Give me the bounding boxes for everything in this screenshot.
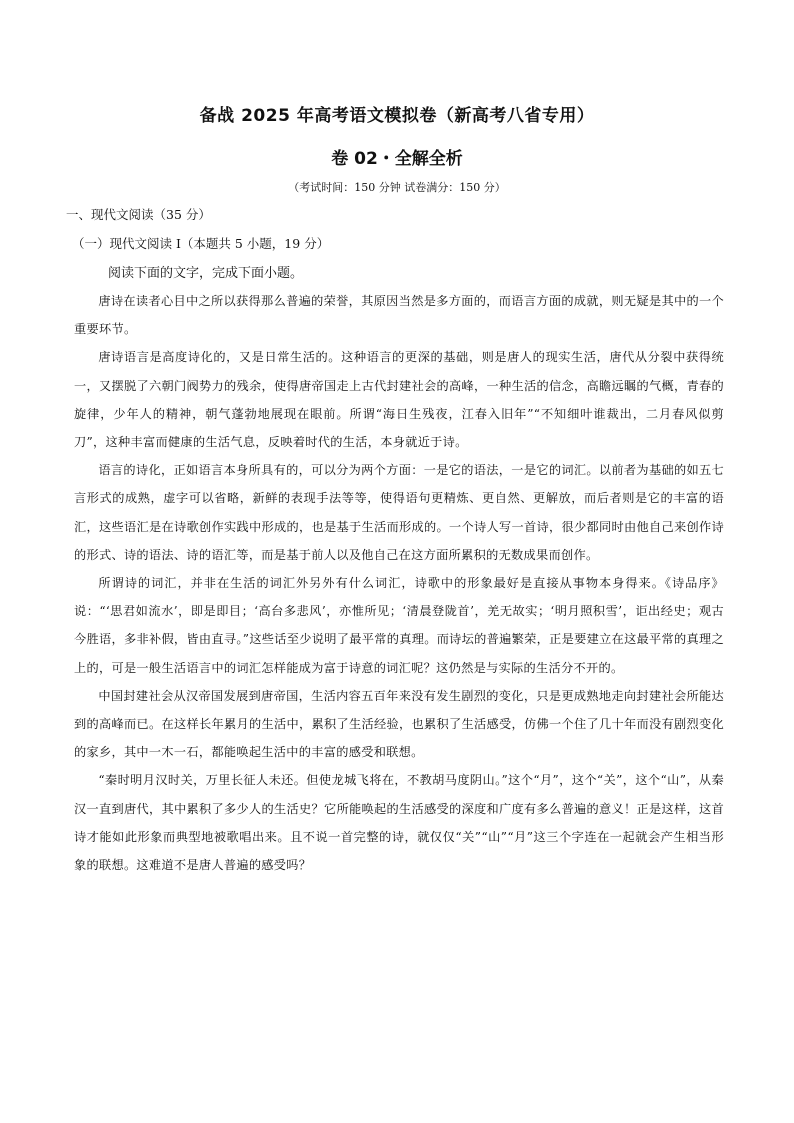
subsection-heading: （一）现代文阅读 I（本题共 5 小题，19 分） bbox=[72, 236, 330, 251]
passage-paragraph-5: 中国封建社会从汉帝国发展到唐帝国，生活内容五百年来没有发生剧烈的变化，只是更成熟地走向封建社会所能达到的高峰而已。在这样长年累月的生活中，累积了生活经验，也累积了生活感受，仿佛一个住了几十年而没有剧烈变化的家乡，其中一木一石，都能唤起生活中的丰富的感受和联想。 bbox=[74, 688, 724, 760]
document-subtitle: 卷 02・全解全析 bbox=[331, 149, 463, 169]
exam-info: （考试时间：150 分钟 试卷满分：150 分） bbox=[288, 181, 506, 194]
passage-paragraph-1: 唐诗在读者心目中之所以获得那么普遍的荣誉，其原因当然是多方面的，而语言方面的成就，则无疑是其中的一个重要环节。 bbox=[74, 294, 724, 337]
passage-paragraph-6: “秦时明月汉时关，万里长征人未还。但使龙城飞将在，不教胡马度阴山。”这个“月”，这个“关”，这个“山”，从秦汉一直到唐代，其中累积了多少人的生活史？它所能唤起的生活感受的深度和广度有多么普遍的意义！正是这样，这首诗才能如此形象而典型地被歌唱出来。且不说一首完整的诗，就仅仅“关”“山”“月”这三个字连在一起就会产生相当形象的联想。这难道不是唐人普遍的感受吗？ bbox=[74, 773, 724, 873]
passage-paragraph-4: 所谓诗的词汇，并非在生活的词汇外另外有什么词汇，诗歌中的形象最好是直接从事物本身得来。《诗品序》说：“‘思君如流水’，即是即目；‘高台多悲风’，亦惟所见；‘清晨登陇首’，羌无故实；‘明月照积雪’，讵出经史；观古今胜语，多非补假，皆由直寻。”这些话至少说明了最平常的真理。而诗坛的普遍繁荣，正是要建立在这最平常的真理之上的，可是一般生活语言中的词汇怎样能成为富于诗意的词汇呢？这仍然是与实际的生活分不开的。 bbox=[74, 576, 724, 675]
reading-passage bbox=[74, 287, 724, 879]
document-title: 备战 2025 年高考语文模拟卷（新高考八省专用） bbox=[199, 106, 595, 126]
section-heading: 一、现代文阅读（35 分） bbox=[66, 207, 211, 222]
passage-paragraph-3: 语言的诗化，正如语言本身所具有的，可以分为两个方面：一是它的语法，一是它的词汇。以前者为基础的如五七言形式的成熟，虚字可以省略，新鲜的表现手法等等，使得语句更精炼、更自然、更解放，而后者则是它的丰富的语汇，这些语汇是在诗歌创作实践中形成的，也是基于生活而形成的。一个诗人写一首诗，很少都同时由他自己来创作诗的形式、诗的语法、诗的语汇等，而是基于前人以及他自己在这方面所累积的无数成果而创作。 bbox=[74, 463, 724, 562]
reading-instruction: 阅读下面的文字，完成下面小题。 bbox=[108, 266, 304, 281]
passage-paragraph-2: 唐诗语言是高度诗化的，又是日常生活的。这种语言的更深的基础，则是唐人的现实生活，唐代从分裂中获得统一，又摆脱了六朝门阀势力的残余，使得唐帝国走上古代封建社会的高峰，一种生活的信念，高瞻远瞩的气概，青春的旋律，少年人的精神，朝气蓬勃地展现在眼前。所谓“海日生残夜，江春入旧年”“不知细叶谁裁出，二月春风似剪刀”，这种丰富而健康的生活气息，反映着时代的生活，本身就近于诗。 bbox=[74, 350, 724, 450]
